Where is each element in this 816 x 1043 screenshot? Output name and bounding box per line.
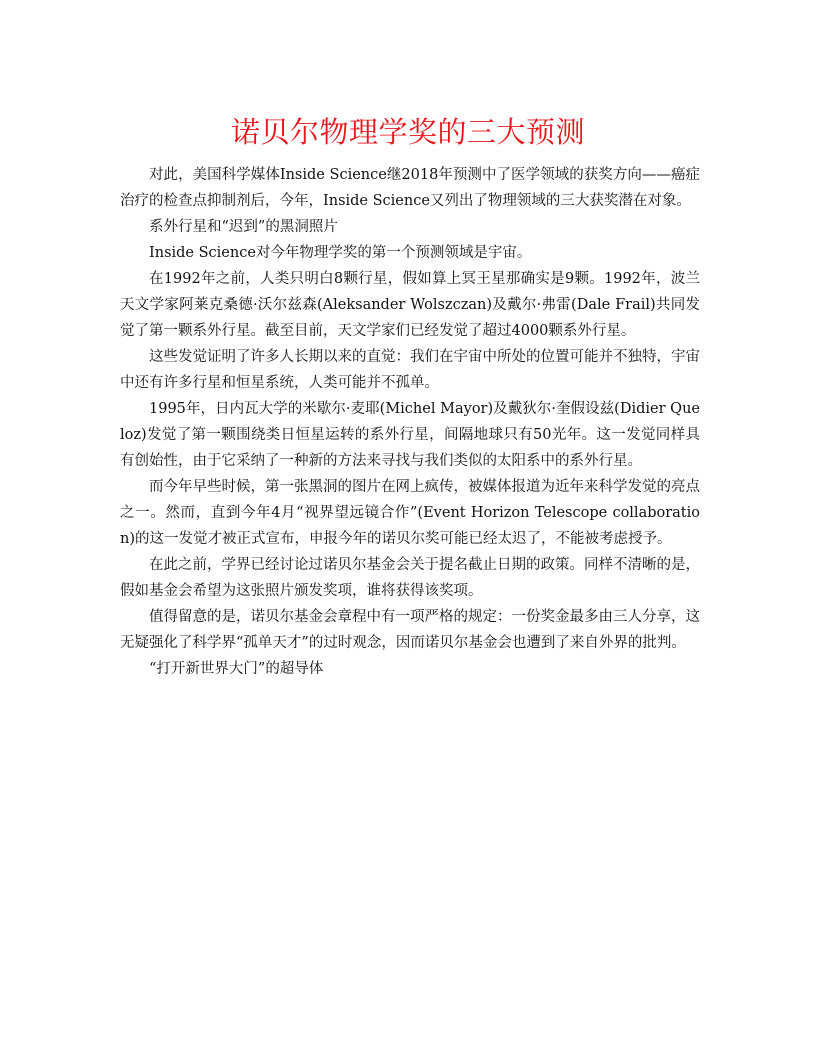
document-title: 诺贝尔物理学奖的三大预测 — [230, 115, 585, 149]
paragraph: 在此之前，学界已经讨论过诺贝尔基金会关于提名截止日期的政策。同样不清晰的是，假如基金会希望为这张照片颁发奖项，谁将获得该奖项。 — [120, 557, 700, 599]
section-heading: 系外行星和“迟到”的黑洞照片 — [149, 219, 338, 235]
paragraph: 值得留意的是，诺贝尔基金会章程中有一项严格的规定：一份奖金最多由三人分享，这无疑强化了科学界“孤单天才”的过时观念，因而诺贝尔基金会也遭到了来自外界的批判。 — [120, 609, 700, 651]
document-body — [120, 162, 700, 682]
paragraph: Inside Science对今年物理学奖的第一个预测领域是宇宙。 — [149, 245, 532, 261]
section-heading: “打开新世界大门”的超导体 — [149, 661, 324, 677]
paragraph: 对此，美国科学媒体Inside Science继2018年预测中了医学领域的获奖方向——癌症治疗的检查点抑制剂后，今年，Inside Science又列出了物理领域的三大获奖潜在对象。 — [120, 167, 700, 209]
paragraph: 而今年早些时候，第一张黑洞的图片在网上疯传，被媒体报道为近年来科学发觉的亮点之一。然而，直到今年4月“视界望远镜合作”(Event Horizon Telescope collaboration)的这一发觉才被正式宣布，申报今年的诺贝尔奖可能已经太迟了，不能被考虑授予。 — [120, 479, 700, 547]
paragraph: 1995年，日内瓦大学的米歇尔·麦耶(Michel Mayor)及戴狄尔·奎假设兹(Didier Queloz)发觉了第一颗围绕类日恒星运转的系外行星，间隔地球只有50光年。这一发觉同样具有创始性，由于它采纳了一种新的方法来寻找与我们类似的太阳系中的系外行星。 — [120, 401, 700, 469]
paragraph: 在1992年之前，人类只明白8颗行星，假如算上冥王星那确实是9颗。1992年，波兰天文学家阿莱克桑德·沃尔兹森(Aleksander Wolszczan)及戴尔·弗雷(Dale Frail)共同发觉了第一颗系外行星。截至目前，天文学家们已经发觉了超过4000颗系外行星。 — [120, 271, 700, 339]
paragraph: 这些发觉证明了许多人长期以来的直觉：我们在宇宙中所处的位置可能并不独特，宇宙中还有许多行星和恒星系统，人类可能并不孤单。 — [120, 349, 700, 391]
